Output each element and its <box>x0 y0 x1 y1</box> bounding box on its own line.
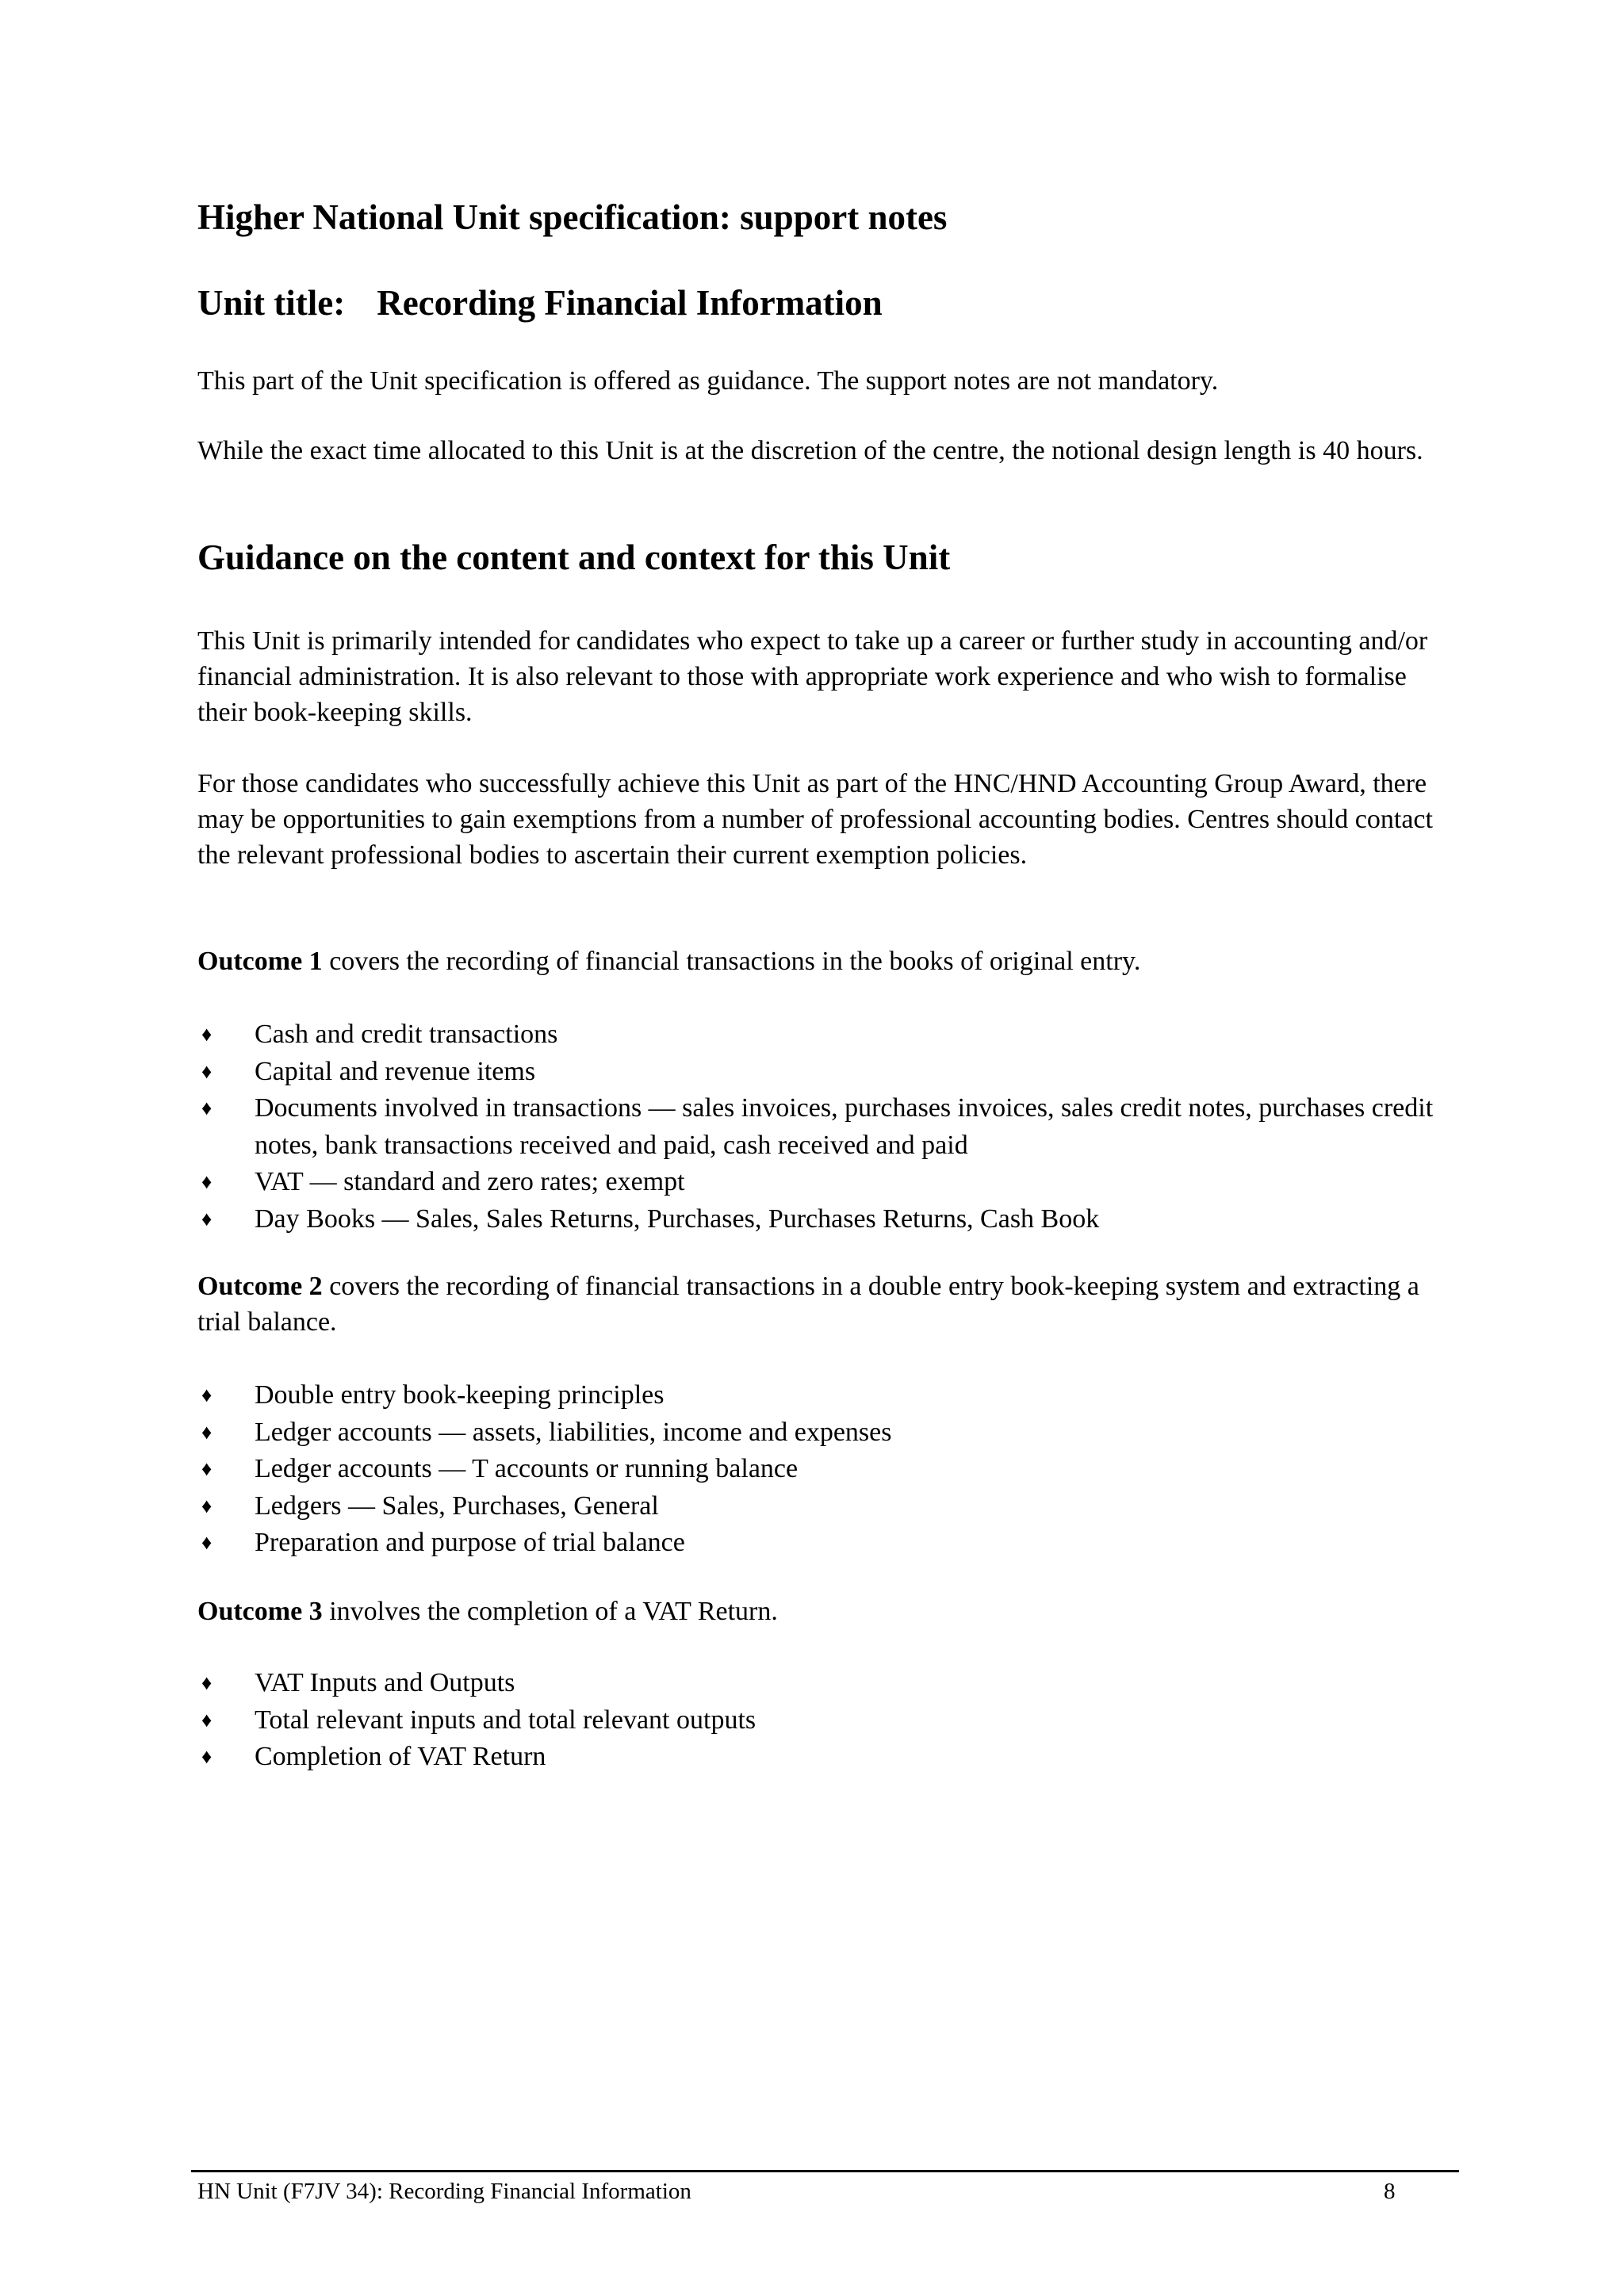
diamond-bullet-icon: ♦ <box>201 1531 213 1554</box>
diamond-bullet-icon: ♦ <box>201 1671 213 1694</box>
list-item: ♦ VAT Inputs and Outputs <box>197 1665 1457 1702</box>
list-item: ♦ Completion of VAT Return <box>197 1739 1457 1776</box>
list-item: ♦ Day Books — Sales, Sales Returns, Purchases, Purchases Returns, Cash Book <box>197 1201 1457 1238</box>
list-item: ♦ VAT — standard and zero rates; exempt <box>197 1164 1457 1201</box>
outcome-1-label: Outcome 1 <box>197 947 323 976</box>
guidance-paragraph-1: This Unit is primarily intended for candidates who expect to take up a career or further study in accounting and/or financial administration. It is also relevant to those with appropriate work experience and who wish to formalise their book-keeping skills. <box>197 626 1428 727</box>
page-title: Higher National Unit specification: support notes <box>197 197 948 237</box>
diamond-bullet-icon: ♦ <box>201 1383 213 1406</box>
outcome-3-intro <box>197 1594 1457 1629</box>
intro-paragraph-1: This part of the Unit specification is offered as guidance. The support notes are not mandatory. <box>197 366 1219 396</box>
outcome-2-list <box>197 1377 1457 1562</box>
diamond-bullet-icon: ♦ <box>201 1096 213 1119</box>
footer-divider <box>191 2170 1459 2172</box>
unit-title-label: Unit title: <box>197 283 346 323</box>
outcome-1-intro <box>197 943 1457 979</box>
outcome-3-text: involves the completion of a VAT Return. <box>322 1597 778 1626</box>
diamond-bullet-icon: ♦ <box>201 1023 213 1046</box>
outcome-3-list <box>197 1665 1457 1776</box>
footer-page-number: 8 <box>1384 2179 1396 2204</box>
diamond-bullet-icon: ♦ <box>201 1420 213 1444</box>
footer-unit-reference: HN Unit (F7JV 34): Recording Financial Information <box>197 2179 691 2204</box>
unit-title <box>197 282 883 323</box>
intro-paragraph-2: While the exact time allocated to this Unit is at the discretion of the centre, the notional design length is 40 hours. <box>197 436 1423 465</box>
diamond-bullet-icon: ♦ <box>201 1207 213 1230</box>
diamond-bullet-icon: ♦ <box>201 1457 213 1480</box>
list-item: ♦ Capital and revenue items <box>197 1054 1457 1091</box>
guidance-paragraph-2: For those candidates who successfully achieve this Unit as part of the HNC/HND Accounting Group Award, there may be opportunities to gain exemptions from a number of professional accounting bodies. Centres should contact the relevant professional bodies to ascertain their current exemption policies. <box>197 769 1433 870</box>
diamond-bullet-icon: ♦ <box>201 1745 213 1768</box>
list-item: ♦ Cash and credit transactions <box>197 1016 1457 1054</box>
outcome-2-text: covers the recording of financial transactions in a double entry book-keeping system and extracting a trial balance. <box>197 1272 1419 1337</box>
diamond-bullet-icon: ♦ <box>201 1170 213 1193</box>
outcome-1-list <box>197 1016 1457 1238</box>
outcome-2-label: Outcome 2 <box>197 1272 323 1301</box>
list-item: ♦ Total relevant inputs and total relevant outputs <box>197 1702 1457 1739</box>
outcome-1-text: covers the recording of financial transactions in the books of original entry. <box>322 947 1141 976</box>
list-item: ♦ Ledger accounts — T accounts or running balance <box>197 1451 1457 1488</box>
unit-title-value: Recording Financial Information <box>377 283 883 323</box>
outcome-3-label: Outcome 3 <box>197 1597 323 1626</box>
list-item: ♦ Documents involved in transactions — sales invoices, purchases invoices, sales credit notes, purchases credit notes, bank transactions received and paid, cash received and paid <box>197 1090 1457 1164</box>
section-heading: Guidance on the content and context for this Unit <box>197 538 951 577</box>
list-item: ♦ Ledgers — Sales, Purchases, General <box>197 1488 1457 1525</box>
list-item: ♦ Double entry book-keeping principles <box>197 1377 1457 1414</box>
list-item: ♦ Ledger accounts — assets, liabilities, income and expenses <box>197 1414 1457 1452</box>
outcome-2-intro <box>197 1269 1457 1340</box>
diamond-bullet-icon: ♦ <box>201 1059 213 1083</box>
diamond-bullet-icon: ♦ <box>201 1708 213 1732</box>
list-item: ♦ Preparation and purpose of trial balance <box>197 1525 1457 1562</box>
diamond-bullet-icon: ♦ <box>201 1494 213 1517</box>
